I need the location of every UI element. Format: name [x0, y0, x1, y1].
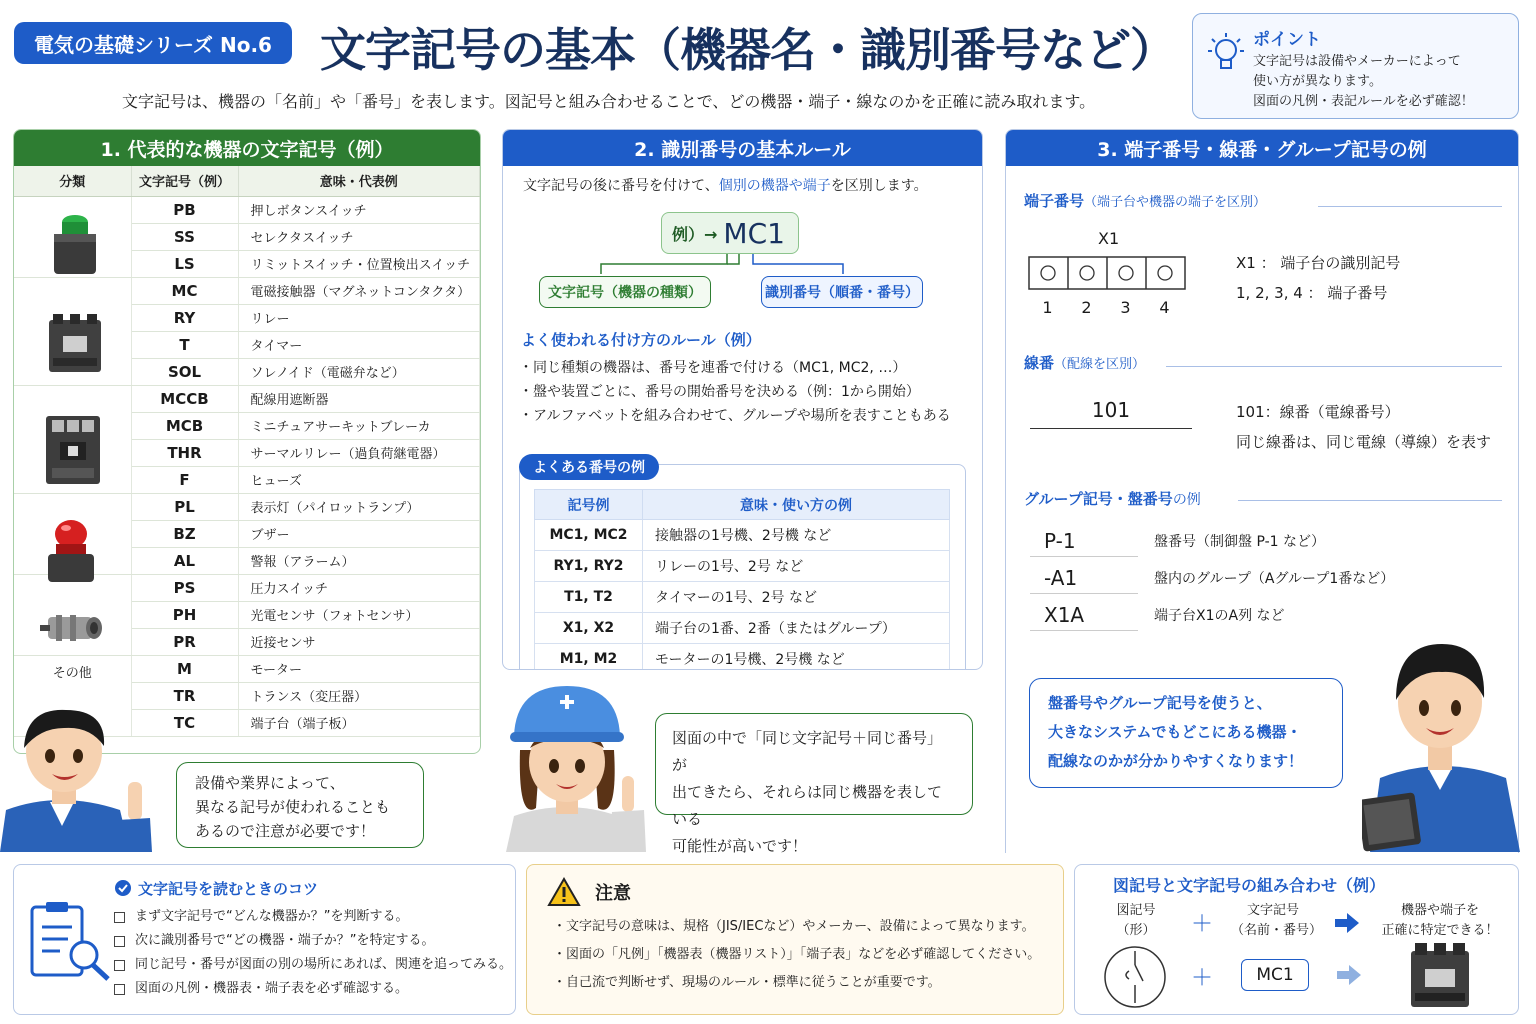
group-desc: 盤内のグループ（Aグループ1番など） [1154, 570, 1395, 587]
symbol-code: M [131, 655, 238, 682]
symbol-meaning: リミットスイッチ・位置検出スイッチ [238, 250, 480, 277]
plus-sign: ＋ [1191, 912, 1214, 937]
symbol-code: MCB [131, 412, 238, 439]
point-title: ポイント [1253, 30, 1321, 50]
symbol-meaning: 端子台（端子板） [238, 709, 480, 736]
symbol-meaning: 表示灯（パイロットランプ） [238, 493, 480, 520]
combination-title: 図記号と文字記号の組み合わせ（例） [1113, 876, 1386, 895]
symbol-meaning: リレー [238, 304, 480, 331]
checkbox-icon [114, 936, 125, 947]
divider [1166, 366, 1502, 367]
symbol-meaning: 光電センサ（フォトセンサ） [238, 601, 480, 628]
symbol-code: PR [131, 628, 238, 655]
col-meaning: 意味・代表例 [238, 166, 480, 196]
group-desc: 盤番号（制御盤 P-1 など） [1154, 533, 1325, 550]
symbol-meaning: ソレノイド（電磁弁など） [238, 358, 480, 385]
check-circle-icon [114, 879, 132, 897]
table-row [535, 551, 950, 582]
caution-title: 注意 [595, 883, 631, 904]
checkbox-icon [114, 984, 125, 995]
table-row [535, 644, 950, 671]
example-code: RY1, RY2 [535, 551, 643, 582]
plus-sign: ＋ [1191, 966, 1214, 991]
table-row [535, 582, 950, 613]
group-row [1030, 559, 1510, 596]
terminal-desc: X1 ： 端子台の識別記号 1, 2, 3, 4 ： 端子番号 [1236, 254, 1401, 302]
symbol-code: PB [131, 196, 238, 223]
symbol-code: THR [131, 439, 238, 466]
symbol-code: TR [131, 682, 238, 709]
section2-speech-bubble: 図面の中で「同じ文字記号＋同じ番号」が 出てきたら、それらは同じ機器を表している 可能性が高いです！ [655, 713, 973, 815]
example-code: M1, M2 [535, 644, 643, 671]
contactor-icon [45, 312, 105, 374]
combo-code-box: MC1 [1241, 959, 1309, 991]
combo-col-result: 機器や端子を 正確に特定できる！ [1381, 903, 1499, 938]
divider [1238, 500, 1502, 501]
symbol-meaning: トランス（変圧器） [238, 682, 480, 709]
label-number: 識別番号（順番・番号） [761, 276, 923, 308]
combo-col-code: 文字記号 （名前・番号） [1231, 903, 1323, 938]
symbol-code: SOL [131, 358, 238, 385]
symbol-meaning: ミニチュアサーキットブレーカ [238, 412, 480, 439]
symbol-meaning: モーター [238, 655, 480, 682]
section1-speech-bubble: 設備や業界によって、 異なる記号が使われることも あるので注意が必要です！ [176, 762, 424, 848]
tips-title: 文字記号を読むときのコツ [138, 880, 319, 898]
group-heading: グループ記号・盤番号の例 [1024, 490, 1201, 508]
group-code: P-1 [1030, 525, 1138, 557]
wire-heading: 線番（配線を区別） [1024, 354, 1146, 372]
symbol-meaning: タイマー [238, 331, 480, 358]
symbol-meaning: セレクタスイッチ [238, 223, 480, 250]
symbol-meaning: 圧力スイッチ [238, 574, 480, 601]
terminal-numbers: 1 2 3 4 [1042, 298, 1170, 317]
caution-panel [526, 864, 1064, 1015]
symbol-code: TC [131, 709, 238, 736]
group-code: X1A [1030, 599, 1138, 631]
terminal-heading: 端子番号（端子台や機器の端子を区別） [1024, 192, 1267, 210]
indicator-lamp-icon [44, 516, 98, 584]
number-example-table: 記号例 意味・使い方の例 MC1, MC2 接触器の1号機、2号機 など RY1, RY2 リレーの1号、2号 など T1, T2 タイマーの1号、2号 など X1, X2 端子台の1番、2番（またはグループ） M1, M2 モーターの1号機、2号機 など [534, 489, 950, 670]
example-use: 接触器の1号機、2号機 など [643, 520, 950, 551]
tip-item: 図面の凡例・機器表・端子表を必ず確認する。 [114, 977, 512, 1001]
group-desc: 端子台X1のA列 など [1154, 607, 1285, 624]
caution-list: ・文字記号の意味は、規格（JIS/IECなど）やメーカー、設備によって異なります。 ・図面の「凡例」「機器表（機器リスト）」「端子表」などを必ず確認してください。 ・自己流で判断せず、現場のルール・標準に従うことが重要です。 [553, 919, 1041, 990]
checkbox-icon [114, 960, 125, 971]
arrow-right-icon [1337, 965, 1361, 985]
col-code: 文字記号（例） [131, 166, 238, 196]
warning-icon [547, 877, 581, 907]
group-code: -A1 [1030, 562, 1138, 594]
table-row [14, 277, 480, 304]
terminal-block-diagram [1028, 256, 1186, 290]
worker-boy-illustration [0, 700, 165, 852]
example-use: タイマーの1号、2号 など [643, 582, 950, 613]
rules-list: ・同じ種類の機器は、番号を連番で付ける（MC1, MC2, …） ・盤や装置ごとに、番号の開始番号を決める（例：1から開始） ・アルファベットを組み合わせて、グループや場所を表すこともある [519, 360, 951, 424]
series-badge: 電気の基礎シリーズ No.6 [14, 22, 292, 64]
symbol-code: T [131, 331, 238, 358]
tips-panel [13, 864, 516, 1015]
example-code: X1, X2 [535, 613, 643, 644]
checkbox-icon [114, 912, 125, 923]
tip-item: 同じ記号・番号が図面の別の場所にあれば、関連を追ってみる。 [114, 953, 512, 977]
symbol-code: PH [131, 601, 238, 628]
table-row [14, 385, 480, 412]
symbol-meaning: サーマルリレー（過負荷継電器） [238, 439, 480, 466]
contactor-device-icon [1405, 941, 1475, 1011]
section2-intro: 文字記号の後に番号を付けて、個別の機器や端子を区別します。 [523, 178, 928, 194]
symbol-meaning: ヒューズ [238, 466, 480, 493]
symbol-meaning: 配線用遮断器 [238, 385, 480, 412]
page-subtitle: 文字記号は、機器の「名前」や「番号」を表します。図記号と組み合わせることで、どの機器・端子・線なのかを正確に読み取れます。 [122, 92, 1096, 111]
table-row [535, 520, 950, 551]
section2-title: 2. 識別番号の基本ルール [503, 130, 982, 166]
table-row [14, 655, 480, 682]
symbol-code: AL [131, 547, 238, 574]
symbol-code: BZ [131, 520, 238, 547]
symbol-meaning: 電磁接触器（マグネットコンタクタ） [238, 277, 480, 304]
number-example-tag: よくある番号の例 [519, 454, 659, 480]
symbol-code: LS [131, 250, 238, 277]
section3-speech-bubble: 盤番号やグループ記号を使うと、 大きなシステムでもどこにある機器・ 配線なのかが分かりやすくなります！ [1029, 678, 1343, 788]
symbol-meaning: 警報（アラーム） [238, 547, 480, 574]
wire-number: 101 [1030, 398, 1192, 429]
symbol-meaning: 近接センサ [238, 628, 480, 655]
example-use: モーターの1号機、2号機 など [643, 644, 950, 671]
symbol-code: RY [131, 304, 238, 331]
symbol-code: MC [131, 277, 238, 304]
symbol-code: F [131, 466, 238, 493]
section2-panel [502, 129, 983, 670]
clipboard-magnifier-icon [28, 901, 114, 983]
terminal-block-label: X1 [1098, 229, 1120, 248]
arrow-right-icon [1335, 913, 1359, 933]
example-use: 端子台の1番、2番（またはグループ） [643, 613, 950, 644]
symbol-code: MCCB [131, 385, 238, 412]
example-code: T1, T2 [535, 582, 643, 613]
example-code: MC1, MC2 [535, 520, 643, 551]
worker-girl-illustration [500, 680, 650, 852]
group-list [1030, 522, 1510, 633]
section1-title: 1. 代表的な機器の文字記号（例） [14, 130, 480, 166]
label-kind: 文字記号（機器の種類） [539, 276, 711, 308]
example-use: リレーの1号、2号 など [643, 551, 950, 582]
number-example-box [519, 464, 966, 670]
contact-symbol-icon [1103, 945, 1167, 1009]
worker-boy-tablet-illustration [1362, 618, 1522, 852]
divider [1318, 206, 1502, 207]
rules-title: よく使われる付け方のルール（例） [521, 331, 761, 349]
symbol-code: PL [131, 493, 238, 520]
category-cell: その他 [14, 655, 131, 736]
group-row [1030, 522, 1510, 559]
symbol-meaning: ブザー [238, 520, 480, 547]
push-button-icon [48, 210, 102, 276]
tip-item: まず文字記号で“どんな機器か？”を判断する。 [114, 905, 512, 929]
section3-title: 3. 端子番号・線番・グループ記号の例 [1006, 130, 1518, 166]
col-category: 分類 [14, 166, 131, 196]
lightbulb-icon [1207, 30, 1245, 76]
combo-col-symbol: 図記号 （形） [1116, 903, 1156, 938]
symbol-meaning: 押しボタンスイッチ [238, 196, 480, 223]
point-text: 文字記号は設備やメーカーによって 使い方が異なります。 図面の凡例・表記ルールを必ず確認！ [1253, 54, 1474, 109]
tip-item: 次に識別番号で“どの機器・端子か？”を特定する。 [114, 929, 512, 953]
table-row [535, 613, 950, 644]
point-box [1192, 13, 1519, 119]
wire-desc: 101：線番（電線番号） 同じ線番は、同じ電線（導線）を表す [1236, 403, 1492, 451]
tips-list [114, 905, 512, 1001]
sensor-icon [40, 605, 108, 651]
page-title: 文字記号の基本（機器名・識別番号など） [320, 23, 1175, 77]
symbol-code: PS [131, 574, 238, 601]
symbol-code: SS [131, 223, 238, 250]
breaker-icon [42, 412, 104, 488]
example-box: 例）→ MC1 [661, 212, 799, 254]
combination-panel [1074, 864, 1519, 1015]
